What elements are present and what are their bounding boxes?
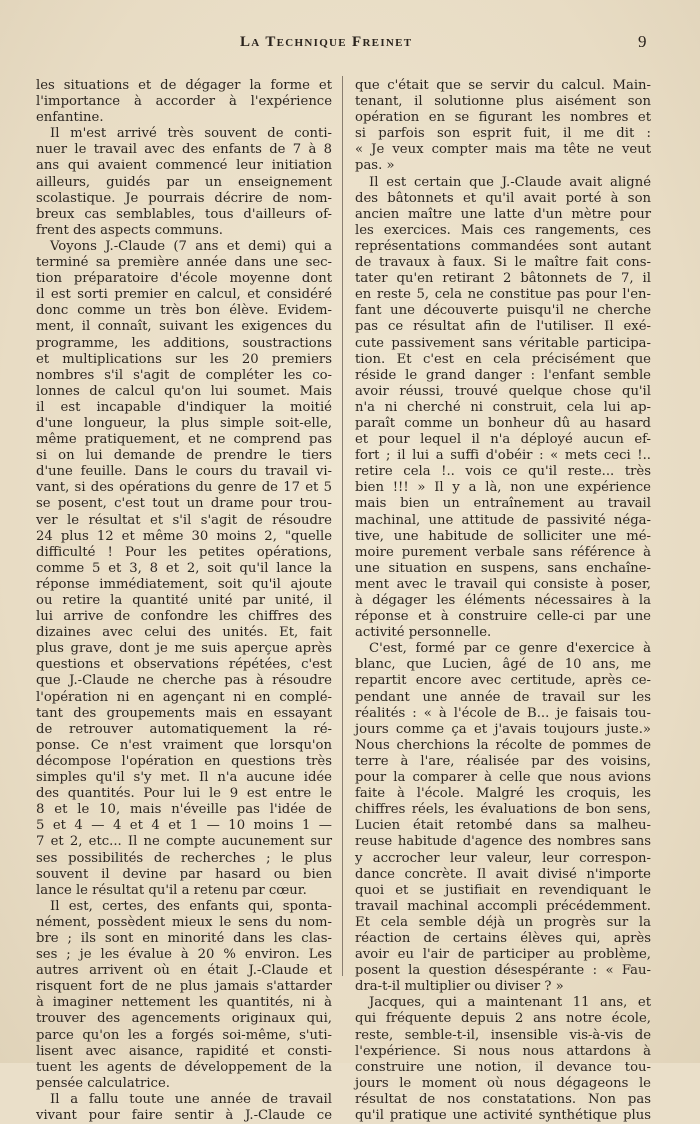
text-line: avoir eu l'air de participer au problème, [355, 947, 651, 963]
text-line: ou retire la quantité unité par unité, il [36, 593, 332, 608]
text-line: mais bien un entraînement au travail [355, 496, 651, 512]
text-line: il est incapable d'indiquer la moitié [36, 399, 332, 415]
text-line: difficulté ! Pour les petites opérations, [36, 544, 332, 560]
text-line: l'importance à accorder à l'expérience [36, 94, 332, 110]
text-line: souvent il devine par hasard ou bien [36, 866, 332, 882]
text-line: l'expérience. Si nous nous attardons à [355, 1043, 651, 1059]
text-line: simples qu'il s'y met. Il n'a aucune idée [36, 770, 332, 786]
text-line: fant une découverte puisqu'il ne cherche [355, 303, 651, 319]
text-line: 8 et le 10, mais n'éveille pas l'idée de [36, 802, 332, 818]
text-line: lance le résultat qu'il a retenu par cœur. [36, 882, 307, 898]
text-line: terminé sa première année dans une sec- [36, 255, 332, 271]
text-line: breux cas semblables, tous d'ailleurs of- [36, 206, 332, 222]
text-line: tive, une habitude de solliciter une mé- [355, 528, 651, 544]
text-line: trouver des agencements originaux qui, [36, 1011, 332, 1027]
text-line: bien !!! » Il y a là, non une expérience [355, 480, 651, 496]
text-line: tion préparatoire d'école moyenne dont [36, 271, 332, 287]
text-line: Il a fallu toute une année de travail [50, 1091, 332, 1107]
text-line: pour la comparer à celle que nous avions [355, 770, 651, 786]
text-line: construire une notion, il devance tou- [355, 1059, 651, 1075]
text-line: travail machinal accompli précédemment. [355, 898, 651, 914]
text-line: d'une feuille. Dans le cours du travail vi- [36, 464, 332, 480]
text-line: qui fréquente depuis 2 ans notre école, [355, 1011, 651, 1027]
text-line: ses possibilités de recherches ; le plus [36, 850, 332, 866]
column-divider [342, 76, 343, 976]
text-line: qu'il pratique une activité synthétique plus [355, 1108, 651, 1123]
text-line: ment avec le travail qui consiste à poser, [355, 576, 651, 592]
text-line: les situations et de dégager la forme et [36, 78, 332, 93]
text-line: les exercices. Mais ces rangements, ces [355, 222, 651, 238]
text-line: réaction de certains élèves qui, après [355, 930, 651, 946]
text-line: que J.-Claude ne cherche pas à résoudre [36, 673, 332, 689]
text-line: ver le résultat et s'il s'agit de résoudre [36, 512, 332, 528]
text-line: reuse habitude d'agence des nombres sans [355, 834, 651, 850]
text-line: plus grave, dont je me suis aperçue après [36, 641, 332, 657]
text-line: résultat de nos constatations. Non pas [355, 1091, 651, 1107]
text-line: d'une longueur, la plus simple soit-elle, [36, 415, 332, 431]
text-line: Nous cherchions la récolte de pommes de [355, 737, 651, 753]
text-line: en reste 5, cela ne constitue pas pour l'en- [355, 287, 651, 303]
text-line: blanc, que Lucien, âgé de 10 ans, me [355, 657, 651, 673]
text-line: comme 5 et 3, 8 et 2, soit qu'il lance la [36, 560, 332, 576]
text-line: pas. » [355, 158, 395, 174]
text-line: tenant, il solutionne plus aisément son [355, 94, 651, 110]
text-line: représentations commandées sont autant [355, 238, 651, 254]
text-line: ponse. Ce n'est vraiment que lorsqu'on [36, 737, 332, 753]
text-line: risquent fort de ne plus jamais s'attarder [36, 979, 332, 995]
text-line: si on lui demande de prendre le tiers [36, 448, 332, 464]
text-line: à dégager les éléments nécessaires à la [355, 593, 651, 608]
text-line: Il est, certes, des enfants qui, sponta- [50, 898, 332, 914]
text-line: cute passivement sans véritable participa- [355, 335, 651, 351]
text-line: posent la question désespérante : « Fau- [355, 963, 651, 979]
text-line: de retrouver automatiquement la ré- [36, 721, 332, 737]
text-line: vant, si des opérations du genre de 17 et 5 [36, 480, 332, 496]
text-line: pensée calculatrice. [36, 1075, 170, 1091]
text-line: programme, les additions, soustractions [36, 335, 332, 351]
text-line: même pratiquement, et ne comprend pas [36, 432, 332, 448]
text-line: Et cela semble déjà un progrès sur la [355, 914, 651, 930]
text-line: Lucien était retombé dans sa malheu- [355, 818, 651, 834]
text-line: réponse et à construire celle-ci par une [355, 609, 651, 625]
text-line: ses ; je les évalue à 20 % environ. Les [36, 947, 332, 963]
text-line: et multiplications sur les 20 premiers [36, 351, 332, 367]
text-line: des quantités. Pour lui le 9 est entre le [36, 786, 332, 802]
text-line: faite à l'école. Malgré les croquis, les [355, 786, 651, 802]
page-header [0, 34, 700, 56]
text-line: retire cela !.. vois ce qu'il reste... très [355, 464, 651, 480]
text-line: et pour lequel il n'a déployé aucun ef- [355, 432, 651, 448]
text-line: tion. Et c'est en cela précisément que [355, 351, 651, 367]
text-line: réalités : « à l'école de B... je faisais tou- [355, 705, 651, 721]
text-line: se posent, c'est tout un drame pour trou- [36, 496, 332, 512]
text-line: Voyons J.-Claude (7 ans et demi) qui a [50, 238, 332, 254]
text-line: tant des groupements mais en essayant [36, 705, 332, 721]
text-line: reste, semble-t-il, insensible vis-à-vis de [355, 1027, 651, 1043]
text-line: enfantine. [36, 110, 104, 126]
text-line: ans qui avaient commencé leur initiation [36, 158, 332, 174]
text-line: ment, il connaît, suivant les exigences du [36, 319, 332, 335]
text-line: lisent avec aisance, rapidité et consti- [36, 1043, 332, 1059]
text-line: nombres s'il s'agit de compléter les co- [36, 367, 332, 383]
text-line: moire purement verbale sans référence à [355, 544, 651, 560]
text-line: jours comme ça et j'avais toujours juste.» [355, 721, 651, 737]
text-line: dizaines avec celui des unités. Et, fait [36, 625, 332, 641]
text-line: questions et observations répétées, c'est [36, 657, 332, 673]
text-line: dra-t-il multiplier ou diviser ? » [355, 979, 564, 995]
text-line: il est sorti premier en calcul, et considéré [36, 287, 332, 303]
text-line: dance concrète. Il avait divisé n'importe [355, 866, 651, 882]
text-line: Il est certain que J.-Claude avait aligné [369, 174, 651, 190]
text-line: l'opération ni en agençant ni en complé- [36, 689, 332, 705]
text-line: avoir réussi, trouvé quelque chose qu'il [355, 383, 651, 399]
text-line: repartit encore avec certitude, après ce- [355, 673, 651, 689]
text-line: réponse immédiatement, soit qu'il ajoute [36, 576, 332, 592]
text-line: fort ; il lui a suffi d'obéir : « mets ceci !.. [355, 448, 651, 464]
right-column [355, 78, 651, 1124]
text-line: vivant pour faire sentir à J.-Claude ce [36, 1108, 332, 1123]
text-line: terre à l'are, réalisée par des voisins, [355, 753, 651, 769]
text-line: 5 et 4 — 4 et 4 et 1 — 10 moins 1 — [36, 818, 332, 834]
text-line: Il m'est arrivé très souvent de conti- [50, 126, 332, 142]
text-line: nuer le travail avec des enfants de 7 à 8 [36, 142, 332, 158]
text-line: lonnes de calcul qu'on lui soumet. Mais [36, 383, 332, 399]
text-line: de travaux à faux. Si le maître fait cons- [355, 255, 651, 271]
text-line: 7 et 2, etc... Il ne compte aucunement sur [36, 834, 332, 850]
text-line: scolastique. Je pourrais décrire de nom- [36, 190, 332, 206]
text-line: lui arrive de confondre les chiffres des [36, 609, 332, 625]
text-line: que c'était que se servir du calcul. Main- [355, 78, 651, 93]
text-line: bre ; ils sont en minorité dans les clas- [36, 930, 332, 946]
text-line: pas ce résultat afin de l'utiliser. Il exé- [355, 319, 651, 335]
text-line: réside le grand danger : l'enfant semble [355, 367, 651, 383]
text-line: machinal, une attitude de passivité néga- [355, 512, 651, 528]
text-line: chiffres réels, les évaluations de bon sens, [355, 802, 651, 818]
text-line: 24 plus 12 et même 30 moins 2, "quelle [36, 528, 332, 544]
text-line: C'est, formé par ce genre d'exercice à [369, 641, 651, 657]
text-line: des bâtonnets et qu'il avait porté à son [355, 190, 651, 206]
text-line: pendant une année de travail sur les [355, 689, 651, 705]
text-line: frent des aspects communs. [36, 222, 223, 238]
text-line: tater qu'en retirant 2 bâtonnets de 7, il [355, 271, 651, 287]
text-line: à imaginer nettement les quantités, ni à [36, 995, 332, 1011]
text-line: n'a ni cherché ni construit, cela lui ap- [355, 399, 651, 415]
text-line: jours le moment où nous dégageons le [355, 1075, 651, 1091]
page-number: 9 [638, 32, 647, 51]
text-line: activité personnelle. [355, 625, 492, 641]
text-line: nément, possèdent mieux le sens du nom- [36, 914, 332, 930]
text-line: ailleurs, guidés par un enseignement [36, 174, 332, 190]
text-line: tuent les agents de développement de la [36, 1059, 332, 1075]
text-line: paraît comme un bonheur dû au hasard [355, 415, 651, 431]
left-column [36, 78, 332, 1124]
text-line: « Je veux compter mais ma tête ne veut [355, 142, 651, 158]
text-line: si parfois son esprit fuit, il me dit : [355, 126, 651, 142]
text-line: ancien maître une latte d'un mètre pour [355, 206, 651, 222]
text-line: une situation en suspens, sans enchaîne- [355, 560, 651, 576]
text-line: Jacques, qui a maintenant 11 ans, et [369, 995, 651, 1011]
text-line: autres arrivent où en était J.-Claude et [36, 963, 332, 979]
text-line: donc comme un très bon élève. Evidem- [36, 303, 332, 319]
text-line: décompose l'opération en questions très [36, 753, 332, 769]
text-line: parce qu'on les a forgés soi-même, s'uti- [36, 1027, 332, 1043]
text-line: y accrocher leur valeur, leur correspon- [355, 850, 651, 866]
running-title: La Technique Freinet [240, 34, 413, 50]
text-line: quoi et se justifiait en revendiquant le [355, 882, 651, 898]
text-line: opération en se figurant les nombres et [355, 110, 651, 126]
